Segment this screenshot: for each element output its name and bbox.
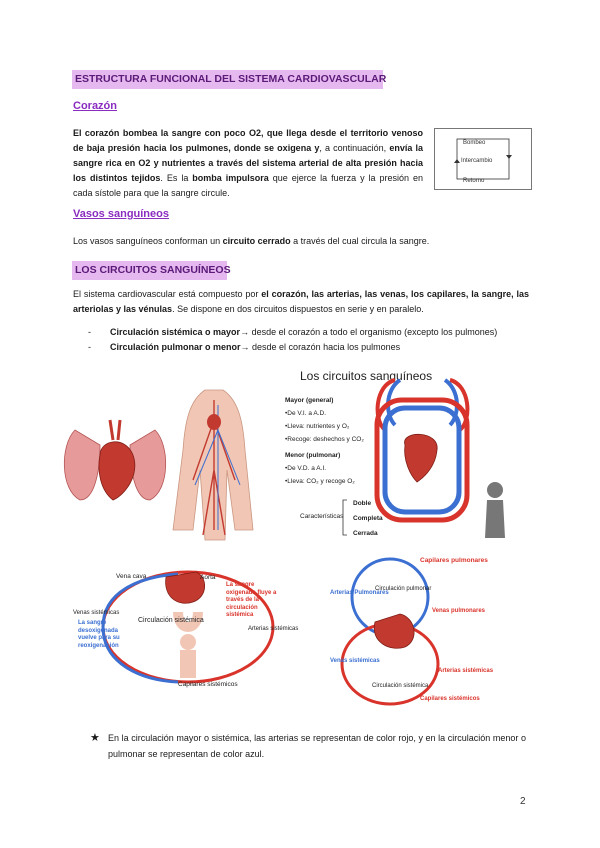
corazon-bold-1: El corazón bombea la sangre con poco O2, que llega desde el territorio venoso de baja presión hacia los pulmones, donde se oxigena y	[73, 128, 423, 153]
menor-item-1: •De V.D. a A.I.	[285, 465, 327, 472]
body-vessels-illustration	[173, 390, 253, 540]
lungs-heart-illustration	[64, 420, 165, 500]
mayor-heading: Mayor (general)	[285, 397, 334, 404]
bullet-dash: -	[88, 342, 91, 352]
corazon-bold-3: bomba impulsora	[192, 173, 269, 183]
star-bullet: ★	[90, 732, 100, 744]
main-heading: ESTRUCTURA FUNCIONAL DEL SISTEMA CARDIOVASCULAR	[72, 70, 383, 89]
circuitos-bold: el corazón, las arterias, las venas, los capilares, la sangre, las arteriolas y las vénulas	[73, 289, 529, 314]
venas-sistemicas-label-2: Venas sistémicas	[330, 658, 380, 664]
vasos-text-2: a través del cual circula la sangre.	[290, 236, 430, 246]
mayor-item-2: •Lleva: nutrientes y O₂	[285, 423, 350, 430]
venas-sistemicas-label: Venas sistémicas	[73, 610, 120, 616]
caracteristica-cerrada: Cerrada	[353, 530, 378, 537]
corazon-bold-2: envía la sangre rica en O2 y nutrientes a través del sistema arterial de alta presión hacia los distintos tejidos	[73, 143, 423, 183]
figure1-title: Los circuitos sanguíneos	[300, 369, 433, 383]
corazon-text-1: , a continuación,	[319, 143, 390, 153]
circulacion-sistemica-label-2: Circulación sistémica	[372, 683, 429, 689]
menor-item-2: •Lleva: CO₂ y recoge O₂	[285, 478, 355, 485]
menor-heading: Menor (pulmonar)	[285, 452, 341, 459]
vasos-paragraph	[73, 234, 533, 249]
vasos-text-1: Los vasos sanguíneos conforman un	[73, 236, 223, 246]
arterias-sistemicas-label-2: Arterias sistémicas	[438, 668, 494, 674]
mayor-item-1: •De V.I. a A.D.	[285, 410, 327, 417]
circuitos-heading: LOS CIRCUITOS SANGUÍNEOS	[72, 261, 227, 280]
caracteristicas-label: Características	[300, 513, 344, 520]
arterias-sistemicas-label: Arterias sistémicas	[248, 626, 299, 632]
capilares-pulmonares-label: Capilares pulmonares	[420, 557, 488, 564]
circuitos-text-2: . Se dispone en dos circuitos dispuestos en serie y en paralelo.	[172, 304, 424, 314]
capilares-sistemicos-label: Capilares sistémicos	[178, 681, 238, 688]
mini-bottom-label: Retorno	[463, 178, 485, 184]
aorta-label: Aorta	[200, 574, 216, 581]
vena-cava-label: Vena cava	[116, 573, 147, 580]
mayor-item-3: •Recoge: deshechos y CO₂	[285, 436, 364, 443]
mini-middle-label: Intercambio	[461, 158, 493, 164]
bullet-text: → desde el corazón a todo el organismo (excepto los pulmones)	[240, 327, 498, 337]
vasos-heading: Vasos sanguíneos	[73, 208, 169, 220]
caracteristica-completa: Completa	[353, 515, 383, 522]
caracteristica-doble: Doble	[353, 500, 372, 507]
corazon-text-2: . Es la	[160, 173, 193, 183]
bullet-text: → desde el corazón hacia los pulmones	[240, 342, 401, 352]
circuitos-text-1: El sistema cardiovascular está compuesto por	[73, 289, 262, 299]
bullet-bold: Circulación sistémica o mayor	[110, 327, 241, 337]
mini-top-label: Bombeo	[463, 140, 486, 146]
venas-pulmonares-label: Venas pulmonares	[432, 608, 486, 614]
vasos-bold: circuito cerrado	[222, 236, 291, 246]
corazon-paragraph	[73, 126, 423, 201]
circuitos-figure	[55, 360, 535, 540]
mini-cycle-diagram	[434, 128, 532, 190]
page-number: 2	[520, 796, 526, 807]
circuitos-paragraph	[73, 287, 529, 317]
pulmonary-circulation-figure	[290, 552, 520, 712]
sangre-desoxigenada-label: La sangre desoxigenada vuelve para su reoxigenación	[78, 620, 120, 649]
corazon-text-3: que ejerce la fuerza y la presión en cada sístole para que la sangre circule.	[73, 173, 423, 198]
sangre-oxigenada-label: La sangre oxigenada fluye a través de la circulación sistémica	[226, 582, 277, 618]
capilares-sistemicos-label-2: Capilares sistémicos	[420, 696, 480, 702]
corazon-heading: Corazón	[73, 100, 117, 112]
note-text: En la circulación mayor o sistémica, las arterias se representan de color rojo, y en la circulación menor o pulmonar se representan de color azul.	[108, 733, 526, 759]
bullet-dash: -	[88, 327, 91, 337]
bullet-bold: Circulación pulmonar o menor	[110, 342, 241, 352]
arterias-pulmonares-label: Arterias Pulmonares	[330, 590, 389, 596]
circulacion-pulmonar-label: Circulación pulmonar	[375, 586, 432, 592]
mini-cycle-arrows	[435, 129, 531, 189]
circuit-schematic	[377, 380, 505, 538]
circulacion-sistemica-label: Circulación sistémica	[138, 617, 204, 624]
